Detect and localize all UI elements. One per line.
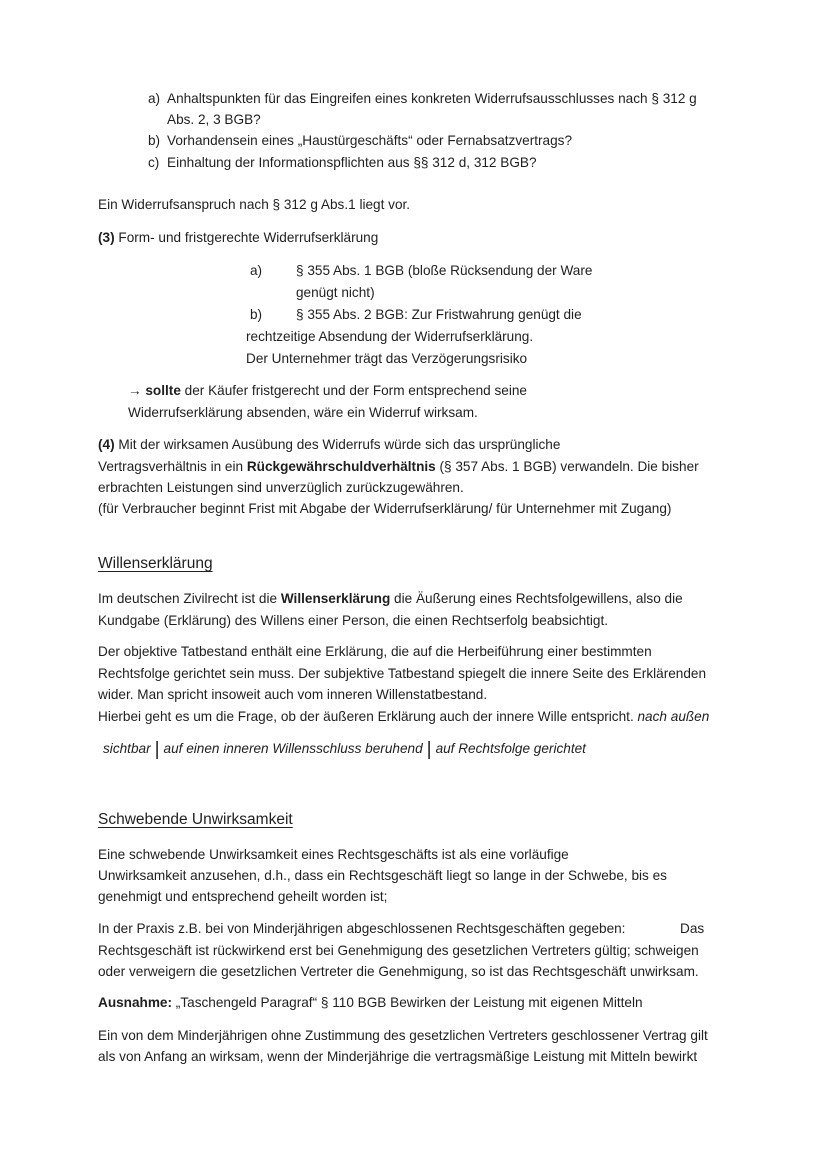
willenserklaerung-heading: Willenserklärung (98, 555, 213, 572)
section-3-note-line2: Widerrufserklärung absenden, wäre ein Widerruf wirksam. (128, 405, 478, 420)
we-separator-1: | (154, 739, 160, 760)
we-separator-2: | (426, 739, 432, 760)
we-char-1: sichtbar (103, 741, 151, 756)
we-p1-bold: Willenserklärung (280, 591, 391, 606)
we-characteristics-line (103, 738, 586, 761)
we-p2-line4-italic: nach außen (637, 709, 710, 724)
we-p1-line1 (98, 588, 683, 610)
section-3-item-a-line2: genügt nicht) (296, 285, 375, 300)
section-3-note-line1 (128, 380, 527, 402)
conclusion-text: Ein Widerrufsanspruch nach § 312 g Abs.1 liegt vor. (98, 197, 411, 212)
section-3-note-bold: sollte (145, 383, 181, 398)
list-item-a-line1: Anhaltspunkten für das Eingreifen eines konkreten Widerrufsausschlusses nach § 312 g (167, 91, 697, 106)
we-p1-post: die Äußerung eines Rechtsfolgewillens, also die (390, 591, 683, 606)
su-p1-line3: genehmigt und entsprechend geheilt worden ist; (98, 889, 388, 904)
we-p2-line1: Der objektive Tatbestand enthält eine Erklärung, die auf die Herbeiführung einer bestimmten (98, 644, 652, 659)
list-marker-b: b) (148, 133, 161, 148)
su-p4-line2: als von Anfang an wirksam, wenn der Minderjährige die vertragsmäßige Leistung mit Mitteln bewirkt (98, 1049, 698, 1064)
su-p2-line1-right: Das (680, 921, 705, 936)
list-marker-a: a) (148, 91, 161, 106)
schwebende-heading: Schwebende Unwirksamkeit (98, 811, 293, 828)
list-item-b: Vorhandensein eines „Haustürgeschäfts“ oder Fernabsatzvertrags? (167, 133, 573, 148)
list-item-a-line2: Abs. 2, 3 BGB? (167, 112, 261, 127)
section-3-item-a-line1: § 355 Abs. 1 BGB (bloße Rücksendung der Ware (296, 263, 593, 278)
section-4-line1-text: Mit der wirksamen Ausübung des Widerrufs würde sich das ursprüngliche (114, 437, 561, 452)
we-p2-line4 (98, 706, 709, 728)
section-4-line2 (98, 456, 699, 478)
section-3-heading (98, 227, 378, 249)
section-4-line2-pre: Vertragsverhältnis in ein (98, 459, 247, 474)
su-p4-line1: Ein von dem Minderjährigen ohne Zustimmung des gesetzlichen Vertreters geschlossener Vertrag gilt (98, 1028, 708, 1043)
section-3-number: (3) (98, 230, 115, 245)
section-3-marker-b: b) (250, 307, 263, 322)
we-p1-line2: Kundgabe (Erklärung) des Willens einer Person, die einen Rechtserfolg beabsichtigt. (98, 613, 609, 628)
su-p1-line1: Eine schwebende Unwirksamkeit eines Rechtsgeschäfts ist als eine vorläufige (98, 847, 569, 862)
section-4-line3: erbrachten Leistungen sind unverzüglich zurückzugewähren. (98, 480, 464, 495)
we-p2-line2: Rechtsfolge gerichtet sein muss. Der subjektive Tatbestand spiegelt die innere Seite des Erklärenden (98, 666, 707, 681)
su-p2-line2: Rechtsgeschäft ist rückwirkend erst bei Genehmigung des gesetzlichen Vertreters gültig; schweigen (98, 943, 699, 958)
section-3-marker-a: a) (250, 263, 263, 278)
su-p2-line3: oder verweigern die gesetzlichen Vertreter die Genehmigung, so ist das Rechtsgeschäft unwirksam. (98, 964, 699, 979)
section-4-line2-bold: Rückgewährschuldverhältnis (246, 459, 436, 474)
section-3-note-rest: der Käufer fristgerecht und der Form entsprechend seine (180, 383, 527, 398)
arrow-icon: → (128, 383, 142, 398)
su-p3-bold: Ausnahme: (98, 995, 173, 1010)
list-marker-c: c) (148, 155, 160, 170)
section-4-line2-post: (§ 357 Abs. 1 BGB) verwandeln. Die bisher (435, 459, 699, 474)
section-3-item-b-line3: Der Unternehmer trägt das Verzögerungsrisiko (246, 351, 528, 366)
we-p2-line3: wider. Man spricht insoweit auch vom inneren Willenstatbestand. (98, 687, 488, 702)
list-item-c: Einhaltung der Informationspflichten aus §§ 312 d, 312 BGB? (167, 155, 537, 170)
su-p3-rest: „Taschengeld Paragraf“ § 110 BGB Bewirken der Leistung mit eigenen Mitteln (172, 995, 643, 1010)
section-4-number: (4) (98, 437, 115, 452)
section-4-line1 (98, 434, 560, 456)
su-p3 (98, 992, 643, 1014)
section-4-line4: (für Verbraucher beginnt Frist mit Abgabe der Widerrufserklärung/ für Unternehmer mit Zugang) (98, 501, 672, 516)
su-p1-line2: Unwirksamkeit anzusehen, d.h., dass ein Rechtsgeschäft liegt so lange in der Schwebe, bis es (98, 868, 667, 883)
section-3-item-b-line1: § 355 Abs. 2 BGB: Zur Fristwahrung genügt die (296, 307, 582, 322)
we-char-3: auf Rechtsfolge gerichtet (435, 741, 586, 756)
section-3-title: Form- und fristgerechte Widerrufserklärung (118, 230, 379, 245)
we-p2-line4-pre: Hierbei geht es um die Frage, ob der äußeren Erklärung auch der innere Wille entspricht. (98, 709, 638, 724)
section-3-item-b-line2: rechtzeitige Absendung der Widerrufserklärung. (246, 329, 534, 344)
we-p1-pre: Im deutschen Zivilrecht ist die (98, 591, 281, 606)
we-char-2: auf einen inneren Willensschluss beruhend (163, 741, 423, 756)
su-p2-line1: In der Praxis z.B. bei von Minderjährigen abgeschlossenen Rechtsgeschäften gegeben: (98, 921, 626, 936)
